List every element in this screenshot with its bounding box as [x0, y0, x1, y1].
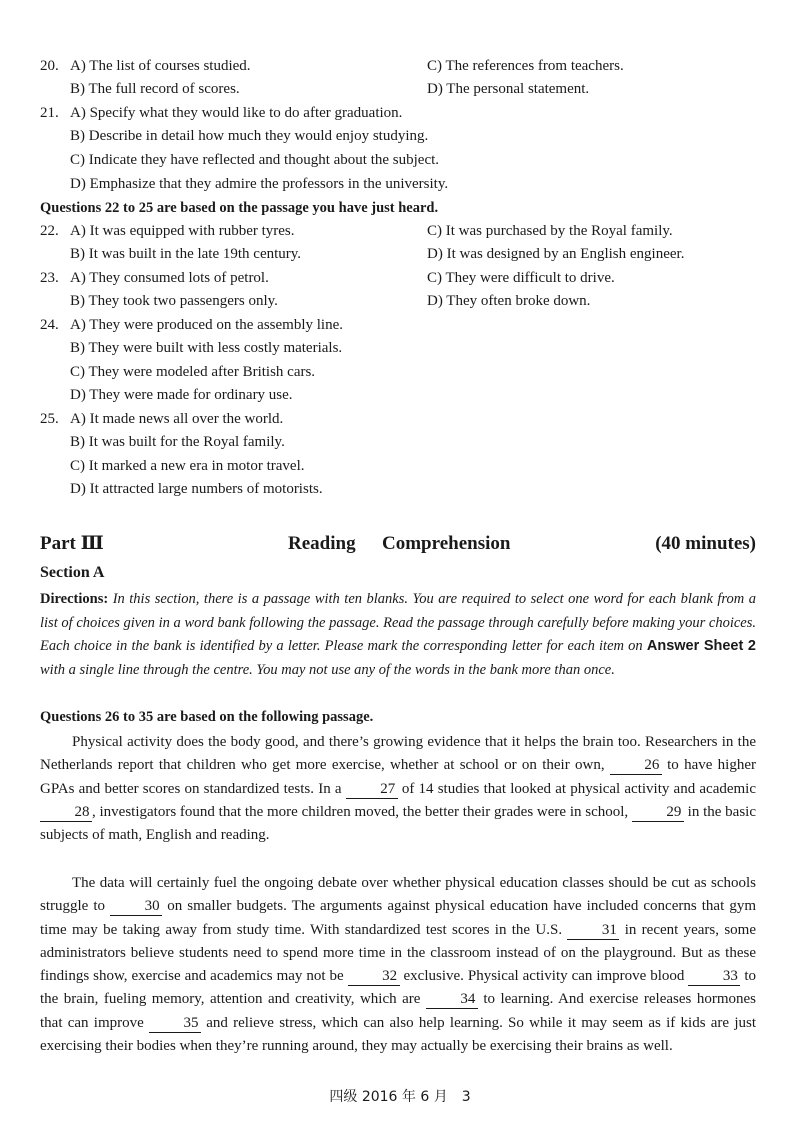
directions-text: Directions: In this section, there is a passage with ten blanks. You are required to select one word for each blank from a list of choices given in a word bank following the passage. Read the passage through carefully before making your choices. Each choice in the bank is identified by a letter. Please mark the corresponding letter for each item on Answer Sheet 2 with a single line through the centre. You may not use any of the words in the bank more than once. [40, 591, 756, 678]
directions-label: Directions: [40, 591, 109, 607]
blank-27: 27 [346, 781, 398, 799]
q20-option-a: 20. A) The list of courses studied. [40, 58, 251, 74]
part-title-reading: Reading [288, 533, 356, 554]
q24-number: 24. [40, 317, 59, 333]
q24-option-d: D) They were made for ordinary use. [70, 387, 293, 403]
page-footer: 四级 2016 年 6 月 3 [329, 1089, 471, 1105]
q22-option-c: C) It was purchased by the Royal family. [427, 223, 673, 239]
blank-32: 32 [348, 968, 400, 986]
blank-33: 33 [688, 968, 740, 986]
q22-option-a: 22. A) It was equipped with rubber tyres. [40, 223, 295, 239]
q20-option-d: D) The personal statement. [427, 81, 590, 97]
q22-number: 22. [40, 223, 59, 239]
q25-option-a: 25. A) It made news all over the world. [40, 411, 284, 427]
part-time: (40 minutes) [655, 533, 756, 554]
blank-35: 35 [149, 1015, 201, 1033]
q20-option-c: C) The references from teachers. [427, 58, 624, 74]
q23-number: 23. [40, 270, 59, 286]
q21-option-d: D) Emphasize that they admire the professors in the university. [70, 176, 449, 192]
q21-number: 21. [40, 105, 59, 121]
passage-paragraph-2: The data will certainly fuel the ongoing debate over whether physical education classes should be cut as schools struggle to 30 on smaller budgets. The arguments against physical education have included concerns that gym time may be taking away from study time. With standardized test scores in the U.S. 31 in recent years, some administrators believe students need to spend more time in the classroom instead of on the playground. But as these findings show, exercise and academics may not be 32 exclusive. Physical activity can improve blood 33 to the brain, fueling memory, attention and creativity, which are 34 to learning. And exercise releases hormones that can improve 35 and relieve stress, which can also help learning. So while it may seem as if kids are just exercising their bodies when they’re running around, they may actually be exercising their brains as well. [40, 875, 757, 1055]
q23-option-a: 23. A) They consumed lots of petrol. [40, 270, 269, 286]
q23-option-b: B) They took two passengers only. [70, 293, 278, 309]
q22-option-d: D) It was designed by an English engineer. [427, 246, 685, 262]
blank-31: 31 [567, 922, 619, 940]
part-title-comprehension: Comprehension [382, 533, 511, 554]
q25-option-b: B) It was built for the Royal family. [70, 434, 285, 450]
q20-option-b: B) The full record of scores. [70, 81, 240, 97]
passage-paragraph-1: Physical activity does the body good, and there’s growing evidence that it helps the brain too. Researchers in the Netherlands report that children who get more exercise, whether at school or on their own, 26 to have higher GPAs and better scores on standardized tests. In a 27 of 14 studies that looked at physical activity and academic 28 , investigators found that the more children moved, the better their grades were in school, 29 in the basic subjects of math, English and reading. [40, 734, 757, 844]
q24-option-b: B) They were built with less costly materials. [70, 340, 343, 356]
questions-22-25-label: Questions 22 to 25 are based on the passage you have just heard. [40, 200, 439, 216]
q21-option-b: B) Describe in detail how much they would enjoy studying. [70, 128, 429, 144]
q21-option-a: 21. A) Specify what they would like to do after graduation. [40, 105, 403, 121]
q25-option-d: D) It attracted large numbers of motorists. [70, 481, 323, 497]
blank-34: 34 [426, 991, 478, 1009]
q24-option-a: 24. A) They were produced on the assembly line. [40, 317, 343, 333]
q23-option-d: D) They often broke down. [427, 293, 591, 309]
part-label: Part Ⅲ [40, 533, 104, 554]
q25-option-c: C) It marked a new era in motor travel. [70, 458, 305, 474]
q24-option-c: C) They were modeled after British cars. [70, 364, 316, 380]
blank-28: 28 [40, 804, 92, 822]
q25-number: 25. [40, 411, 59, 427]
q21-option-c: C) Indicate they have reflected and thought about the subject. [70, 152, 440, 168]
blank-26: 26 [610, 757, 662, 775]
q20-number: 20. [40, 58, 59, 74]
blank-29: 29 [632, 804, 684, 822]
section-title: Section A [40, 564, 105, 581]
q22-option-b: B) It was built in the late 19th century. [70, 246, 302, 262]
questions-26-35-label: Questions 26 to 35 are based on the following passage. [40, 709, 374, 725]
blank-30: 30 [110, 898, 162, 916]
answer-sheet-ref: Answer Sheet 2 [646, 638, 756, 654]
q23-option-c: C) They were difficult to drive. [427, 270, 615, 286]
